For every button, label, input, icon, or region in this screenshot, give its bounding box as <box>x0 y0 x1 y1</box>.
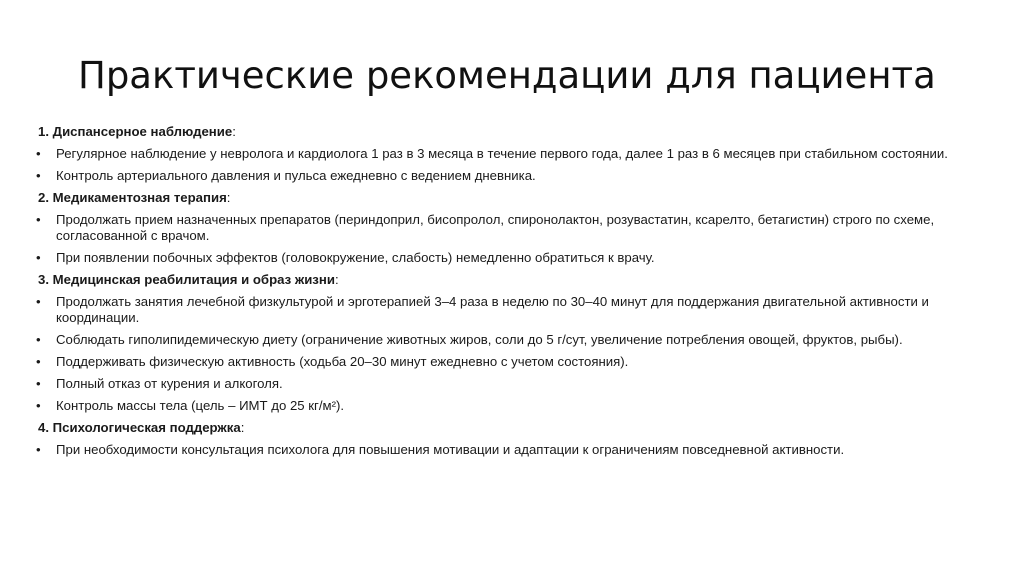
section-number: 4. <box>38 420 49 435</box>
section-heading <box>36 124 994 140</box>
section-heading <box>36 420 994 436</box>
list-item-text: При необходимости консультация психолога для повышения мотивации и адаптации к ограничениям повседневной активности. <box>56 442 845 457</box>
slide-content <box>36 124 994 464</box>
section-heading-text: Психологическая поддержка <box>52 420 241 435</box>
slide-title: Практические рекомендации для пациента <box>78 54 936 97</box>
section-number: 2. <box>38 190 49 205</box>
list-item-text: Регулярное наблюдение у невролога и кардиолога 1 раз в 3 месяца в течение первого года, далее 1 раз в 6 месяцев при стабильном состоянии. <box>56 146 948 161</box>
bullet-dot-icon: • <box>36 354 41 369</box>
list-item <box>36 398 994 414</box>
list-item <box>36 442 994 458</box>
list-item <box>36 354 994 370</box>
list-item-text: При появлении побочных эффектов (головокружение, слабость) немедленно обратиться к врачу. <box>56 250 655 265</box>
list-item <box>36 250 994 266</box>
list-item-text: Продолжать прием назначенных препаратов (периндоприл, бисопролол, спиронолактон, розувастатин, ксарелто, бетагистин) строго по схеме, согласованной с врачом. <box>56 212 935 243</box>
bullet-list <box>36 212 994 266</box>
bullet-dot-icon: • <box>36 398 41 413</box>
section-title <box>38 124 232 139</box>
bullet-dot-icon: • <box>36 212 41 227</box>
section-number: 1. <box>38 124 49 139</box>
section-heading <box>36 190 994 206</box>
bullet-dot-icon: • <box>36 442 41 457</box>
bullet-list <box>36 294 994 414</box>
section-title <box>38 190 227 205</box>
list-item <box>36 146 994 162</box>
list-item <box>36 294 994 326</box>
list-item-text: Поддерживать физическую активность (ходьба 20–30 минут ежедневно с учетом состояния). <box>56 354 629 369</box>
bullet-dot-icon: • <box>36 168 41 183</box>
list-item-text: Контроль массы тела (цель – ИМТ до 25 кг/м²). <box>56 398 345 413</box>
section-title <box>38 420 241 435</box>
list-item-text: Соблюдать гиполипидемическую диету (ограничение животных жиров, соли до 5 г/сут, увеличение потребления овощей, фруктов, рыбы). <box>56 332 903 347</box>
bullet-dot-icon: • <box>36 250 41 265</box>
section-number: 3. <box>38 272 49 287</box>
list-item <box>36 376 994 392</box>
section-heading-text: Медикаментозная терапия <box>52 190 227 205</box>
bullet-list <box>36 442 994 458</box>
section-heading-suffix: : <box>334 272 339 287</box>
section-heading-suffix: : <box>240 420 245 435</box>
list-item <box>36 212 994 244</box>
bullet-dot-icon: • <box>36 146 41 161</box>
list-item-text: Продолжать занятия лечебной физкультурой и эрготерапией 3–4 раза в неделю по 30–40 минут для поддержания двигательной активности и координации. <box>56 294 929 325</box>
section-title <box>38 272 335 287</box>
bullet-dot-icon: • <box>36 332 41 347</box>
section-heading-suffix: : <box>232 124 236 139</box>
section-heading-text: Медицинская реабилитация и образ жизни <box>52 272 335 287</box>
list-item-text: Контроль артериального давления и пульса ежедневно с ведением дневника. <box>56 168 536 183</box>
section-heading <box>36 272 994 288</box>
list-item-text: Полный отказ от курения и алкоголя. <box>56 376 283 391</box>
bullet-dot-icon: • <box>36 294 41 309</box>
bullet-dot-icon: • <box>36 376 41 391</box>
list-item <box>36 332 994 348</box>
bullet-list <box>36 146 994 184</box>
section-heading-suffix: : <box>226 190 231 205</box>
section-heading-text: Диспансерное наблюдение <box>52 124 233 139</box>
list-item <box>36 168 994 184</box>
